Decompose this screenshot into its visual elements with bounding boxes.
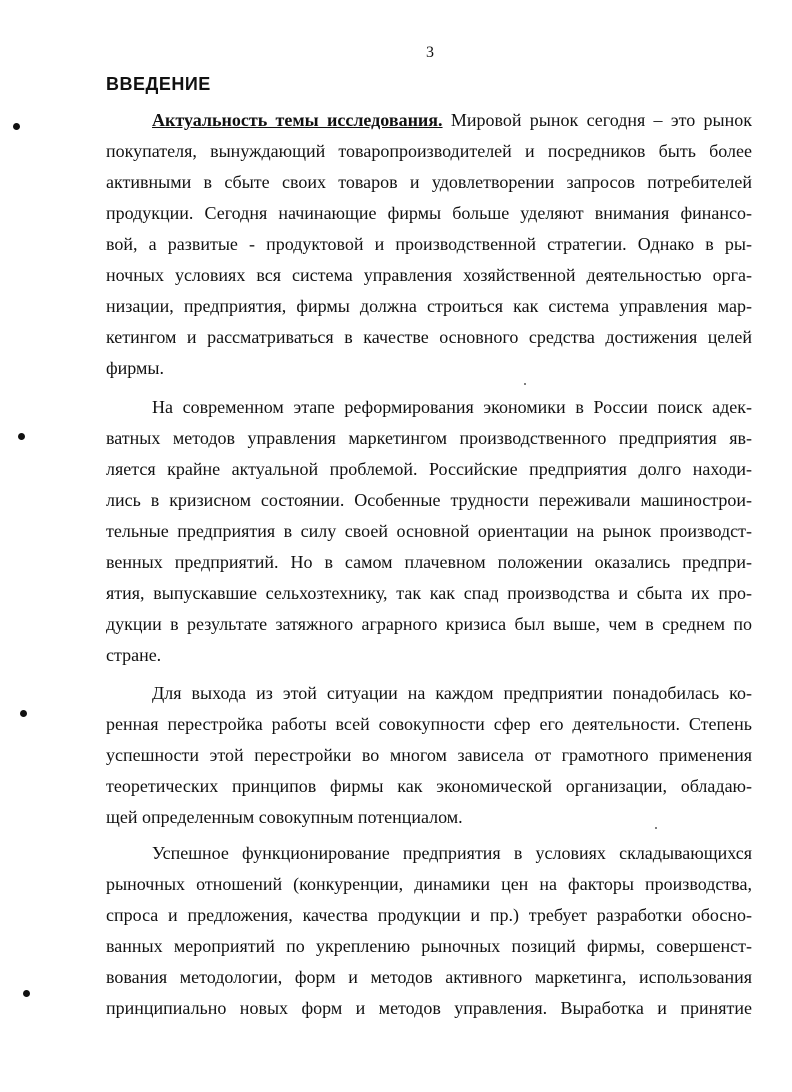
paragraph-line: Для выхода из этой ситуации на каждом предприятии понадобилась ко- — [152, 683, 752, 703]
paragraph-line: кетингом и рассматриваться в качестве основного средства достижения целей — [106, 327, 752, 347]
page-number: 3 — [426, 44, 434, 61]
section-heading: ВВЕДЕНИЕ — [106, 74, 211, 94]
paragraph-line: спроса и предложения, качества продукции и пр.) требует разработки обосно- — [106, 905, 752, 925]
paragraph-line: успешности этой перестройки во многом зависела от грамотного применения — [106, 745, 752, 765]
paragraph-functioning — [106, 838, 752, 1024]
paragraph-line: ятия, выпускавшие сельхозтехнику, так как спад производства и сбыта их про- — [106, 583, 752, 603]
paragraph-line: активными в сбыте своих товаров и удовлетворении запросов потребителей — [106, 172, 752, 192]
paragraph-line: рыночных отношений (конкуренции, динамики цен на факторы производства, — [106, 874, 752, 894]
paragraph-line: ренная перестройка работы всей совокупности сфер его деятельности. Степень — [106, 714, 752, 734]
paragraph-line: фирмы. — [106, 358, 165, 378]
binder-hole-mark — [18, 433, 25, 440]
paragraph-reform — [106, 392, 752, 671]
binder-hole-mark — [20, 710, 27, 717]
paragraph-line: вования методологии, форм и методов активного маркетинга, использования — [106, 967, 752, 987]
paragraph-line: щей определенным совокупным потенциалом. — [106, 807, 463, 827]
paragraph-line: ванных мероприятий по укреплению рыночных позиций фирмы, совершенст- — [106, 936, 752, 956]
paragraph-line: ночных условиях вся система управления хозяйственной деятельностью орга- — [106, 265, 752, 285]
line-text: Мировой рынок сегодня – это рынок — [442, 110, 752, 130]
paragraph-line: принципиально новых форм и методов управления. Выработка и принятие — [106, 998, 752, 1018]
relevance-lead: Актуальность темы исследования. — [152, 110, 443, 130]
paragraph-line: низации, предприятия, фирмы должна строиться как система управления мар- — [106, 296, 752, 316]
paragraph-restructuring — [106, 678, 752, 833]
binder-hole-mark — [23, 990, 30, 997]
paragraph-line: тельные предприятия в силу своей основной ориентации на рынок производст- — [106, 521, 752, 541]
paragraph-line: На современном этапе реформирования экономики в России поиск адек- — [152, 397, 752, 417]
paragraph-line: продукции. Сегодня начинающие фирмы больше уделяют внимания финансо- — [106, 203, 752, 223]
paragraph-line: дукции в результате затяжного аграрного кризиса был выше, чем в среднем по — [106, 614, 752, 634]
paragraph-line: вой, а развитые - продуктовой и производственной стратегии. Однако в ры- — [106, 234, 752, 254]
paragraph-line: покупателя, вынуждающий товаропроизводителей и посредников быть более — [106, 141, 752, 161]
paragraph-line — [106, 105, 752, 136]
paragraph-line: стране. — [106, 645, 162, 665]
paragraph-relevance — [106, 105, 752, 384]
paragraph-line: Успешное функционирование предприятия в условиях складывающихся — [152, 843, 752, 863]
paragraph-line: ватных методов управления маркетингом производственного предприятия яв- — [106, 428, 752, 448]
paragraph-line: венных предприятий. Но в самом плачевном положении оказались предпри- — [106, 552, 752, 572]
paragraph-line: теоретических принципов фирмы как экономической организации, обладаю- — [106, 776, 752, 796]
paragraph-line: лись в кризисном состоянии. Особенные трудности переживали машинострои- — [106, 490, 752, 510]
paragraph-line: ляется крайне актуальной проблемой. Российские предприятия долго находи- — [106, 459, 752, 479]
binder-hole-mark — [13, 123, 20, 130]
